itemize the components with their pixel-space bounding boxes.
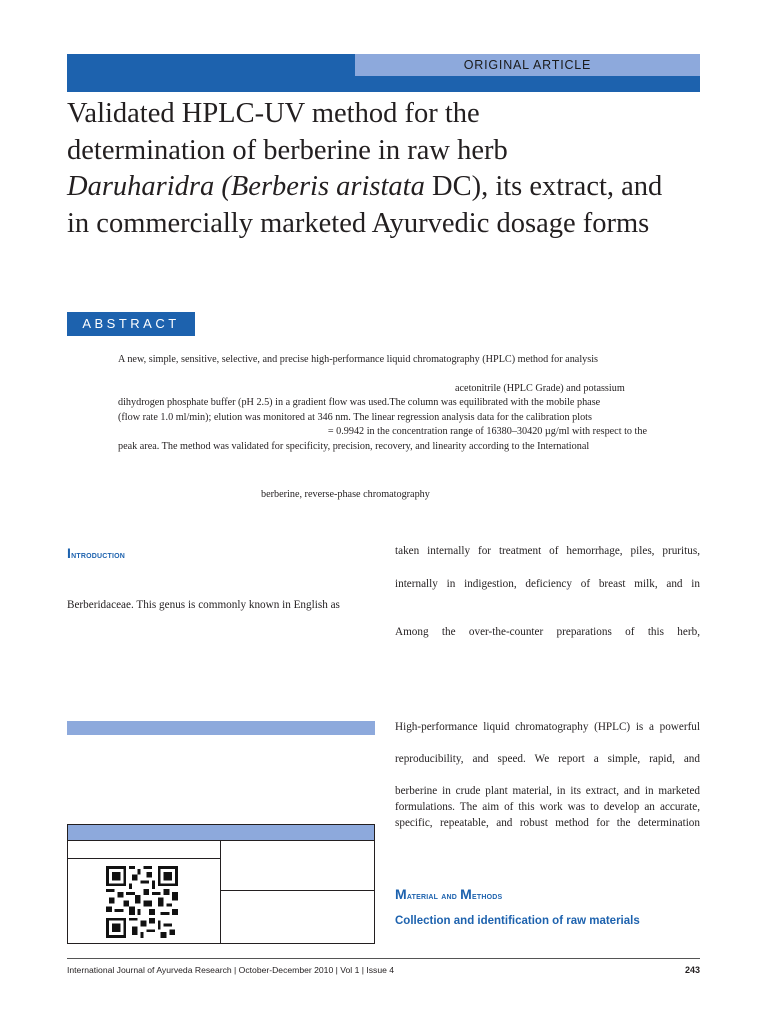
abstract-line-1: A new, simple, sensitive, selective, and precise high-performance liquid chromatography (HPLC) method for analysis (118, 354, 598, 365)
access-box-column-divider (220, 841, 221, 944)
title-species-name: Daruharidra (Berberis aristata (67, 171, 425, 202)
introduction-heading-rest: ntroduction (71, 549, 126, 561)
keywords: berberine, reverse-phase chromatography (261, 489, 430, 500)
abstract-line-6: peak area. The method was validated for specificity, precision, recovery, and linearity according to the International (118, 441, 590, 452)
access-box-divider (67, 858, 220, 859)
materials-heading-rest: aterial and (406, 890, 461, 902)
right-line-2: internally in indigestion, deficiency of breast milk, and in (395, 578, 700, 590)
methods-heading-rest: ethods (471, 890, 503, 902)
abstract-line-4: (flow rate 1.0 ml/min); elution was monitored at 346 nm. The linear regression analysis data for the calibration plots (118, 412, 592, 423)
right-line-3: Among the over-the-counter preparations of this herb, (395, 626, 700, 638)
title-line-3 (67, 169, 717, 206)
footer-journal: International Journal of Ayurveda Research | October-December 2010 | Vol 1 | Issue 4 (67, 965, 395, 975)
materials-heading-initial: M (395, 886, 407, 902)
article-title (67, 96, 717, 242)
title-line-1: Validated HPLC-UV method for the (67, 98, 480, 129)
methods-heading-initial: M (460, 886, 472, 902)
access-box-row-divider (220, 890, 375, 891)
introduction-heading-initial: I (67, 545, 72, 561)
abstract-line-5: = 0.9942 in the concentration range of 16380–30420 µg/ml with respect to the (327, 426, 647, 437)
footer-rule (67, 958, 700, 959)
collection-subheading: Collection and identification of raw materials (395, 915, 640, 927)
abstract-line-2: acetonitrile (HPLC Grade) and potassium (455, 383, 625, 394)
right-line-5: reproducibility, and speed. We report a simple, rapid, and (395, 753, 700, 765)
right-line-8: specific, repeatable, and robust method for the determination (395, 817, 700, 829)
right-line-7: formulations. The aim of this work was to develop an accurate, (395, 801, 700, 813)
article-type-label: ORIGINAL ARTICLE (463, 58, 592, 72)
materials-methods-heading (395, 886, 502, 902)
introduction-line-1: Berberidaceae. This genus is commonly known in English as (67, 599, 340, 611)
address-bar (67, 721, 375, 735)
page-number: 243 (684, 965, 700, 975)
access-box-header (67, 824, 375, 841)
title-line-4: in commercially marketed Ayurvedic dosage forms (67, 207, 650, 239)
abstract-label: ABSTRACT (67, 312, 195, 336)
right-line-4: High-performance liquid chromatography (HPLC) is a powerful (395, 721, 700, 733)
right-line-1: taken internally for treatment of hemorrhage, piles, pruritus, (395, 545, 700, 557)
abstract-line-3: dihydrogen phosphate buffer (pH 2.5) in a gradient flow was used.The column was equilibrated with the mobile phase (118, 397, 601, 408)
title-line-2: determination of berberine in raw herb (67, 134, 508, 166)
introduction-heading (67, 545, 125, 561)
qr-code-icon (106, 866, 178, 938)
title-line-3-rest: DC), its extract, and (424, 171, 663, 202)
right-line-6: berberine in crude plant material, in its extract, and in marketed (395, 785, 700, 797)
